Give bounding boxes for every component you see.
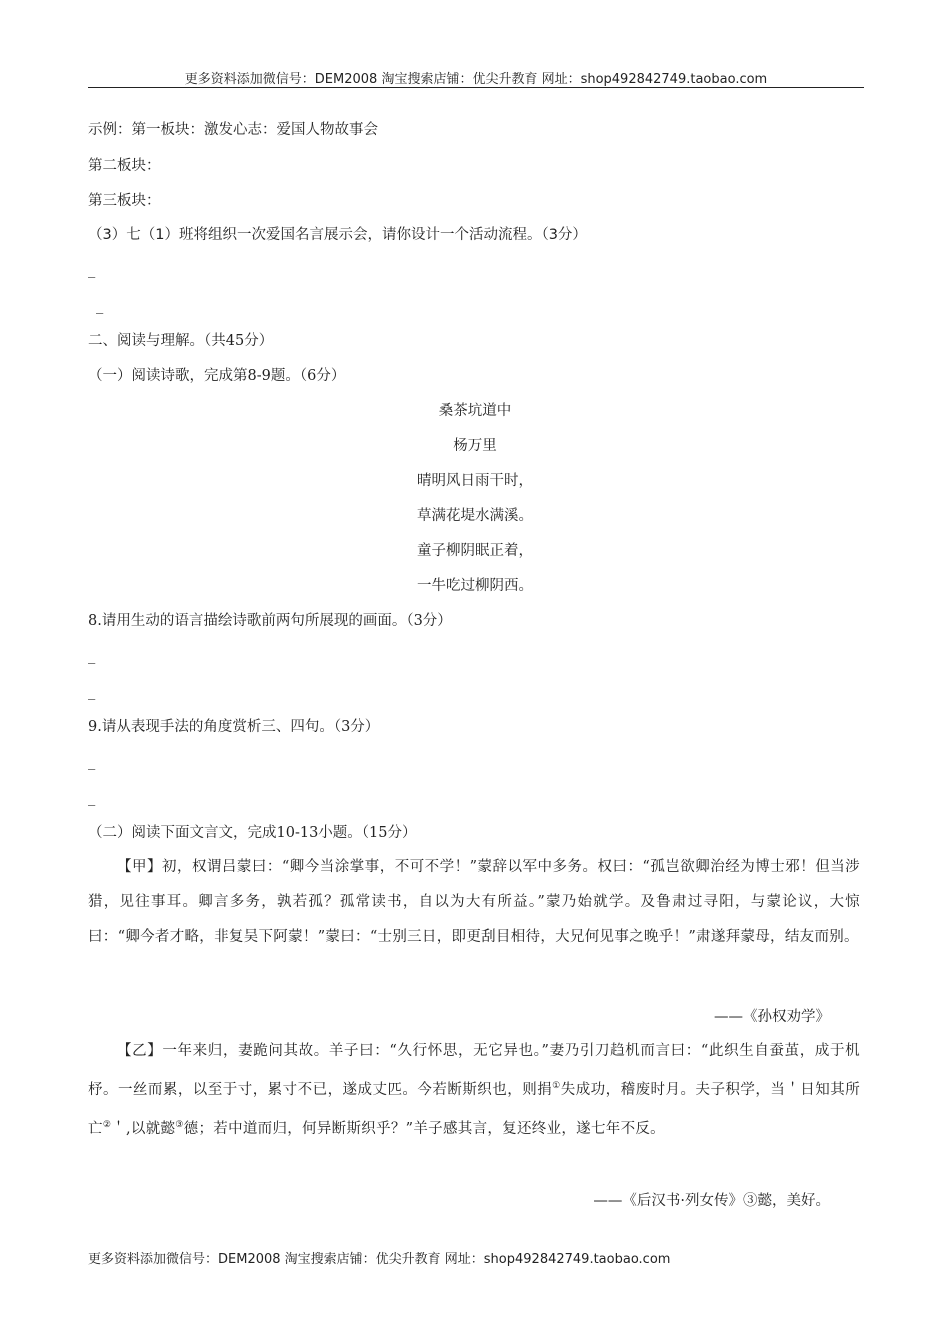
passage-b-source: ——《后汉书·列女传》③懿，美好。 bbox=[593, 1193, 830, 1209]
passage-b-part: 德；若中道而归，何异断斯织乎？”羊子感其言，复还终业，遂七年不反。 bbox=[183, 1120, 665, 1137]
passage-a-source: ——《孙权劝学》 bbox=[714, 1009, 830, 1025]
page-footer: 更多资料添加微信号：DEM2008 淘宝搜索店铺：优尖升教育 网址：shop492842749.taobao.com bbox=[88, 1252, 671, 1267]
footnote-mark: ① bbox=[552, 1081, 561, 1091]
block2-line: 第二板块： bbox=[88, 158, 161, 174]
poem-line: 童子柳阴眠正着， bbox=[417, 543, 533, 559]
poem-title: 桑茶坑道中 bbox=[438, 403, 512, 419]
answer-blank: _ bbox=[96, 298, 104, 314]
passage-a: 【甲】初，权谓吕蒙曰：“卿今当涂掌事，不可不学！”蒙辞以军中多务。权曰：“孤岂欲卿治经为博士邪！但当涉猎，见往事耳。卿言多务，孰若孤？孤常读书，自以为大有所益。”蒙乃始就学。及鲁肃过寻阳，与蒙论议，大惊曰：“卿今者才略，非复吴下阿蒙！”蒙曰：“士别三日，即更刮目相待，大兄何见事之晚乎！”肃遂拜蒙母，结友而别。 bbox=[88, 859, 860, 945]
poem-author: 杨万里 bbox=[453, 438, 497, 454]
question-8: 8.请用生动的语言描绘诗歌前两句所展现的画面。（3分） bbox=[88, 613, 452, 629]
header-rule bbox=[88, 87, 864, 88]
answer-blank: _ bbox=[88, 754, 96, 770]
subsection-1-heading: （一）阅读诗歌，完成第8-9题。（6分） bbox=[88, 368, 346, 384]
passage-b bbox=[88, 1034, 860, 1147]
example-line: 示例：第一板块：激发心志：爱国人物故事会 bbox=[88, 122, 378, 138]
poem-line: 晴明风日雨干时， bbox=[417, 473, 533, 489]
answer-blank: _ bbox=[88, 684, 96, 700]
page-header: 更多资料添加微信号：DEM2008 淘宝搜索店铺：优尖升教育 网址：shop492842749.taobao.com bbox=[184, 72, 768, 87]
poem-line: 草满花堤水满溪。 bbox=[417, 508, 533, 524]
answer-blank: _ bbox=[88, 262, 96, 278]
poem-line: 一牛吃过柳阴西。 bbox=[417, 578, 533, 594]
section-2-heading: 二、阅读与理解。（共45分） bbox=[88, 333, 274, 349]
passage-b-part: 【乙】一年来归，妻跪问其故。羊子曰：“久行怀思，无它异也。”妻乃引刀趋机而言曰：“此织生自蚕茧，成于机杼。一丝而累，以至于寸，累寸不已，遂成丈匹。今若断斯织也，则捐 bbox=[88, 1043, 860, 1098]
question-3: （3）七（1）班将组织一次爱国名言展示会，请你设计一个活动流程。（3分） bbox=[88, 227, 587, 243]
block3-line: 第三板块： bbox=[88, 193, 161, 209]
answer-blank: _ bbox=[88, 648, 96, 664]
footnote-mark: ② bbox=[102, 1119, 112, 1130]
passage-b-part: 失成功，稽废时月。夫子积学，当＇日知其所亡 bbox=[88, 1081, 861, 1137]
answer-blank: _ bbox=[88, 790, 96, 806]
subsection-2-heading: （二）阅读下面文言文，完成10-13小题。（15分） bbox=[88, 825, 417, 841]
question-9: 9.请从表现手法的角度赏析三、四句。（3分） bbox=[88, 719, 380, 735]
passage-b-part: ＇,以就懿 bbox=[111, 1120, 176, 1137]
footnote-mark: ③ bbox=[175, 1119, 184, 1130]
